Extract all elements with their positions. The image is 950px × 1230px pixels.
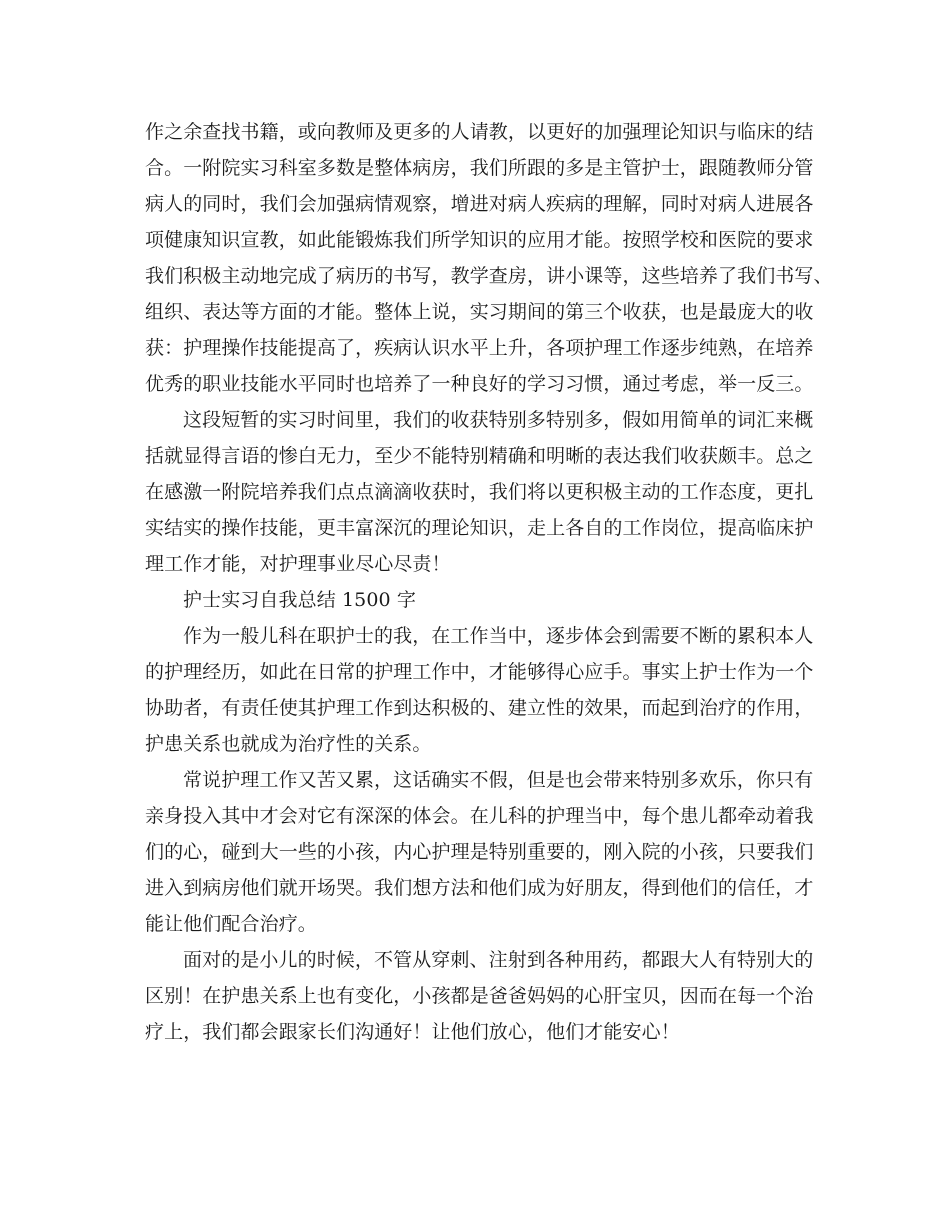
- text-line: 们的心，碰到大一些的小孩，内心护理是特别重要的，刚入院的小孩，只要我们: [145, 841, 814, 863]
- text-line: 亲身投入其中才会对它有深深的体会。在儿科的护理当中，每个患儿都牵动着我: [145, 805, 814, 827]
- text-line: 括就显得言语的惨白无力，至少不能特别精确和明晰的表达我们收获颇丰。总之: [145, 445, 814, 467]
- text-line: 在感激一附院培养我们点点滴滴收获时，我们将以更积极主动的工作态度，更扎: [145, 481, 814, 503]
- text-line: 作之余查找书籍，或向教师及更多的人请教，以更好的加强理论知识与临床的结: [145, 121, 814, 143]
- paragraph-start-line: 护士实习自我总结 1500 字: [183, 589, 416, 611]
- text-line: 的护理经历，如此在日常的护理工作中，才能够得心应手。事实上护士作为一个: [145, 661, 814, 683]
- text-line: 能让他们配合治疗。: [145, 913, 317, 935]
- text-line: 疗上，我们都会跟家长们沟通好！让他们放心，他们才能安心！: [145, 1021, 680, 1043]
- text-line: 项健康知识宣教，如此能锻炼我们所学知识的应用才能。按照学校和医院的要求: [145, 229, 814, 251]
- text-line: 理工作才能，对护理事业尽心尽责！: [145, 553, 451, 575]
- text-line: 护患关系也就成为治疗性的关系。: [145, 733, 432, 755]
- text-line: 病人的同时，我们会加强病情观察，增进对病人疾病的理解，同时对病人进展各: [145, 193, 814, 215]
- text-line: 实结实的操作技能，更丰富深沉的理论知识，走上各自的工作岗位，提高临床护: [145, 517, 814, 539]
- text-line: 合。一附院实习科室多数是整体病房，我们所跟的多是主管护士，跟随教师分管: [145, 157, 814, 179]
- text-line: 协助者，有责任使其护理工作到达积极的、建立性的效果，而起到治疗的作用，: [145, 697, 814, 719]
- paragraph-start-line: 作为一般儿科在职护士的我，在工作当中，逐步体会到需要不断的累积本人: [183, 625, 814, 647]
- document-body: [145, 114, 833, 1050]
- paragraph-start-line: 这段短暂的实习时间里，我们的收获特别多特别多，假如用简单的词汇来概: [183, 409, 814, 431]
- text-line: 区别！在护患关系上也有变化，小孩都是爸爸妈妈的心肝宝贝，因而在每一个治: [145, 985, 814, 1007]
- text-line: 获：护理操作技能提高了，疾病认识水平上升，各项护理工作逐步纯熟，在培养: [145, 337, 814, 359]
- text-line: 进入到病房他们就开场哭。我们想方法和他们成为好朋友，得到他们的信任，才: [145, 877, 814, 899]
- paragraph-start-line: 常说护理工作又苦又累，这话确实不假，但是也会带来特别多欢乐，你只有: [183, 769, 814, 791]
- paragraph-start-line: 面对的是小儿的时候，不管从穿刺、注射到各种用药，都跟大人有特别大的: [183, 949, 814, 971]
- text-line: 组织、表达等方面的才能。整体上说，实习期间的第三个收获，也是最庞大的收: [145, 301, 814, 323]
- text-line: 我们积极主动地完成了病历的书写，教学查房，讲小课等，这些培养了我们书写、: [145, 265, 833, 287]
- text-line: 优秀的职业技能水平同时也培养了一种良好的学习习惯，通过考虑，举一反三。: [145, 373, 814, 395]
